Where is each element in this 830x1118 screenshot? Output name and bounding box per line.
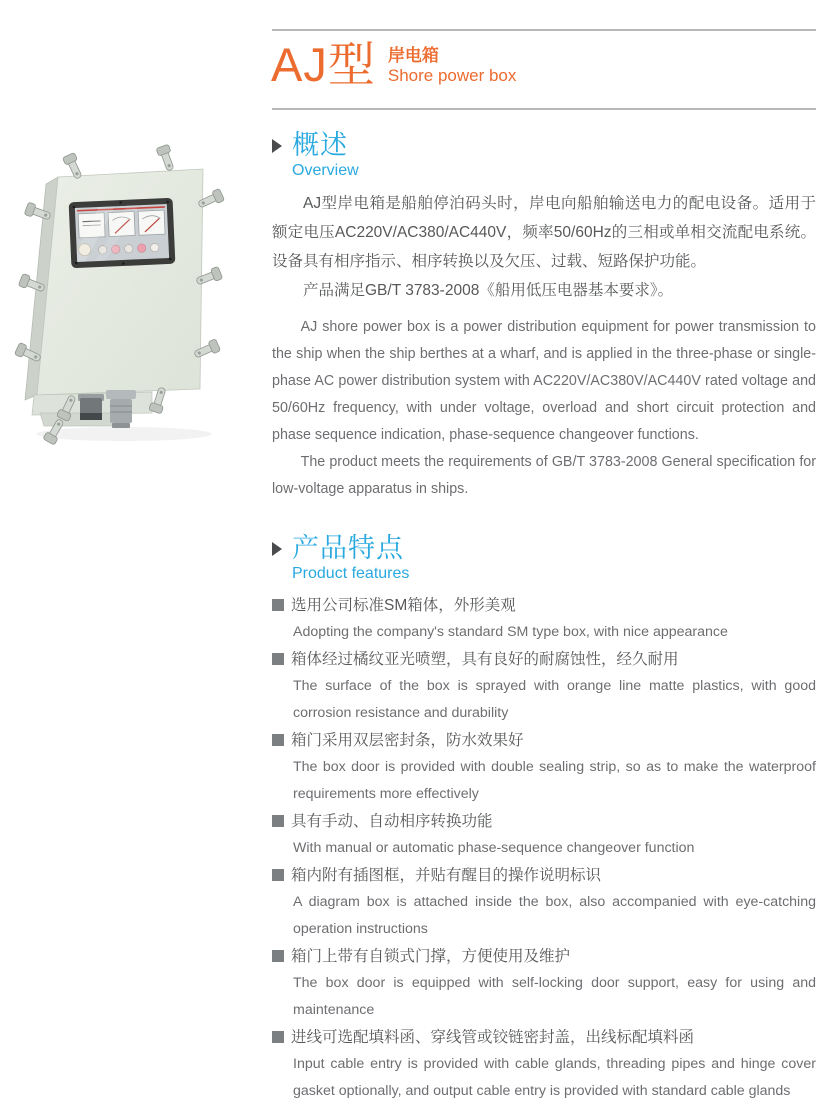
square-bullet-icon [272,815,284,827]
features-list [272,592,816,1105]
product-title [271,40,516,89]
feature-item [272,1024,816,1105]
feature-text-en: The box door is provided with double sealing strip, so as to make the waterproof requirements more effectively [293,759,816,803]
overview-title-cn: 概述 [292,130,348,160]
feature-text-en: Adopting the company's standard SM type box, with nice appearance [293,624,728,641]
square-bullet-icon [272,734,284,746]
feature-text-en: A diagram box is attached inside the box, also accompanied with eye-catching operation instructions [293,894,816,938]
square-bullet-icon [272,653,284,665]
section-arrow-icon [272,139,282,153]
features-section [272,533,816,1105]
overview-paragraph-en: The product meets the requirements of GB/T 3783-2008 General specification for low-voltage apparatus in ships. [272,454,816,498]
shore-power-box-illustration [12,136,254,466]
feature-text-cn: 箱内附有插图框，并贴有醒目的操作说明标识 [291,867,602,885]
overview-paragraph-en: AJ shore power box is a power distribution equipment for power transmission to the ship when the ship berthes at a wharf, and is applied in the three-phase or single-phase AC power distribution system with AC220V/AC380V/AC440V rated voltage and 50/60Hz frequency, with under voltage, overload and short circuit protection and phase sequence indication, phase-sequence changeover functions. [272,319,816,444]
square-bullet-icon [272,599,284,611]
top-divider [272,29,816,31]
title-divider [272,108,816,110]
square-bullet-icon [272,1031,284,1043]
feature-text-en: With manual or automatic phase-sequence changeover function [293,840,695,857]
feature-text-cn: 箱体经过橘纹亚光喷塑，具有良好的耐腐蚀性，经久耐用 [291,651,679,669]
feature-item [272,808,816,862]
feature-item [272,646,816,727]
product-name-cn: 岸电箱 [387,45,439,65]
overview-paragraph-cn: 产品满足GB/T 3783-2008《船用低压电器基本要求》。 [303,282,674,300]
feature-text-en: Input cable entry is provided with cable glands, threading pipes and hinge cover gasket optionally, and output cable entry is provided with standard cable glands [293,1056,816,1100]
feature-text-cn: 进线可选配填料函、穿线管或铰链密封盖，出线标配填料函 [291,1029,695,1047]
overview-heading [272,130,816,180]
product-subtitle [388,46,517,90]
feature-text-cn: 箱门采用双层密封条，防水效果好 [291,732,524,750]
overview-section [272,130,816,503]
features-title-en: Product features [292,565,410,583]
square-bullet-icon [272,950,284,962]
section-arrow-icon [272,542,282,556]
content-column [272,130,816,1105]
product-photo [12,136,254,466]
feature-item [272,592,816,646]
features-title-cn: 产品特点 [292,533,404,564]
feature-text-en: The surface of the box is sprayed with orange line matte plastics, with good corrosion resistance and durability [293,678,816,722]
overview-title-en: Overview [292,162,359,180]
feature-text-cn: 箱门上带有自锁式门撑，方便使用及维护 [291,948,571,966]
square-bullet-icon [272,869,284,881]
product-model: AJ型 [271,38,376,91]
feature-item [272,727,816,808]
feature-text-cn: 选用公司标准SM箱体，外形美观 [291,597,516,615]
features-heading [272,533,816,583]
feature-item [272,862,816,943]
feature-text-cn: 具有手动、自动相序转换功能 [291,813,493,831]
product-name-en: Shore power box [387,65,517,85]
overview-paragraph-cn: AJ型岸电箱是船舶停泊码头时，岸电向船舶输送电力的配电设备。适用于额定电压AC220V/AC380/AC440V，频率50/60Hz的三相或单相交流配电系统。设备具有相序指示、相序转换以及欠压、过载、短路保护功能。 [272,195,816,271]
meter-window [69,198,176,268]
feature-item [272,943,816,1024]
feature-text-en: The box door is equipped with self-locking door support, easy for using and maintenance [293,975,816,1019]
